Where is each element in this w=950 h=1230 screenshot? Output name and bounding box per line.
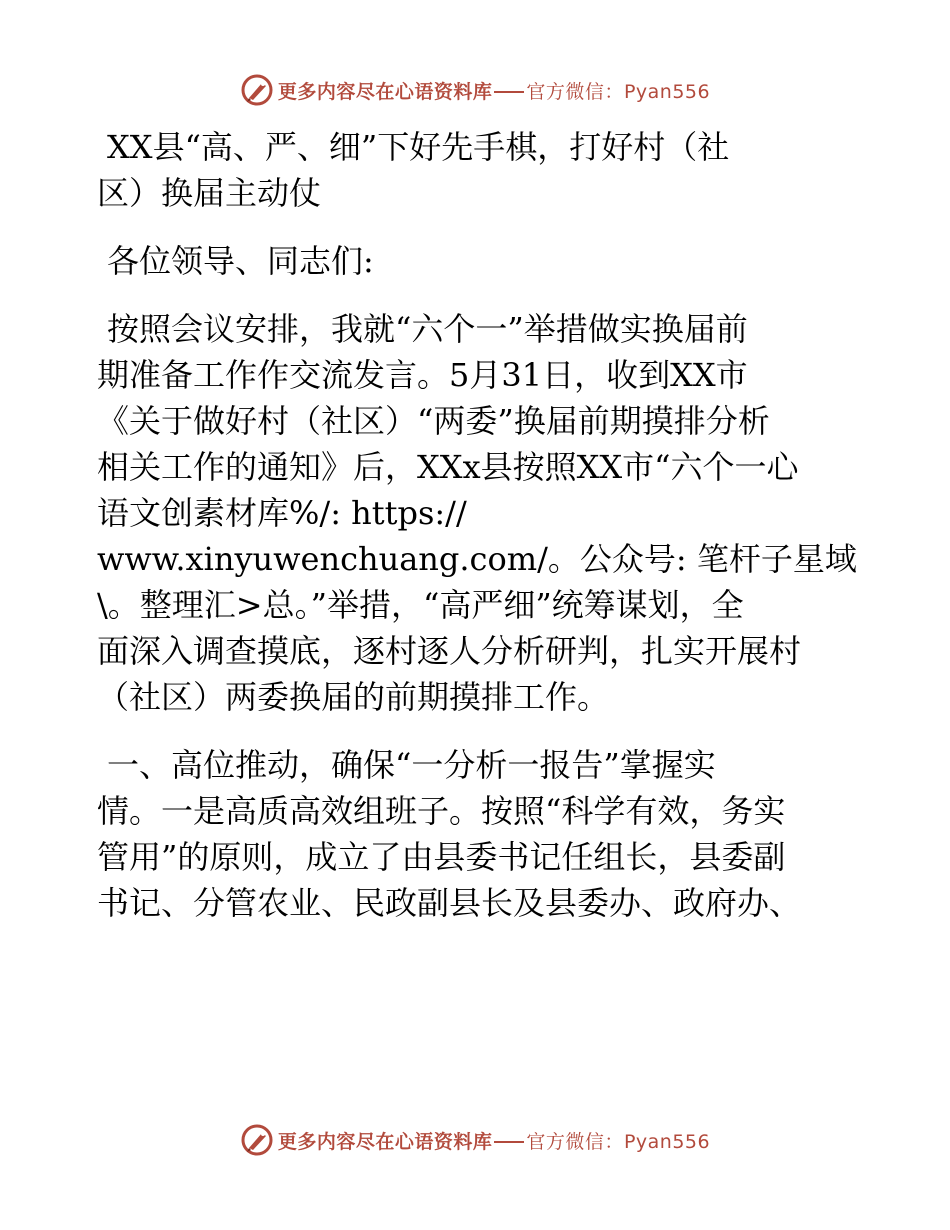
footer-banner-wechat-label: 官方微信： bbox=[526, 1130, 624, 1153]
document-greeting: 各位领导、同志们: bbox=[107, 242, 374, 280]
header-banner-text bbox=[278, 77, 710, 104]
footer-banner-dash bbox=[494, 1141, 524, 1143]
header-banner-slogan: 更多内容尽在心语资料库 bbox=[277, 80, 493, 103]
header-banner-wechat-id: Pyan556 bbox=[623, 80, 711, 103]
header-banner-wechat-label: 官方微信： bbox=[526, 80, 624, 103]
footer-banner-slogan: 更多内容尽在心语资料库 bbox=[277, 1130, 493, 1153]
header-banner bbox=[0, 70, 950, 110]
pen-logo-icon bbox=[240, 73, 274, 107]
pen-logo-icon bbox=[240, 1123, 274, 1157]
footer-banner-wechat-id: Pyan556 bbox=[623, 1130, 711, 1153]
document-paragraph-1: 按照会议安排，我就“六个一”举措做实换届前 期准备工作作交流发言。5月31日，收到XX市 《关于做好村（社区）“两委”换届前期摸排分析 相关工作的通知》后，XXx县按照XX市“六个一心 语文创素材库%/: https:// www.xinyuwenchuang.com/。公众号: 笔杆子星域 \。整理汇>总。”举措，“高严细”统筹谋划，全 面深入调查摸底，逐村逐人分析研判，扎实开展村 （社区）两委换届的前期摸排工作。 bbox=[97, 310, 857, 716]
footer-banner-text bbox=[278, 1127, 710, 1154]
document-body bbox=[97, 124, 857, 926]
header-banner-dash bbox=[494, 91, 524, 93]
document-title: XX县“高、严、细”下好先手棋，打好村（社 区）换届主动仗 bbox=[97, 128, 730, 212]
document-paragraph-2: 一、高位推动，确保“一分析一报告”掌握实 情。一是高质高效组班子。按照“科学有效，务实 管用”的原则，成立了由县委书记任组长，县委副 书记、分管农业、民政副县长及县委办、政府办、 bbox=[97, 746, 802, 922]
footer-banner bbox=[0, 1120, 950, 1160]
